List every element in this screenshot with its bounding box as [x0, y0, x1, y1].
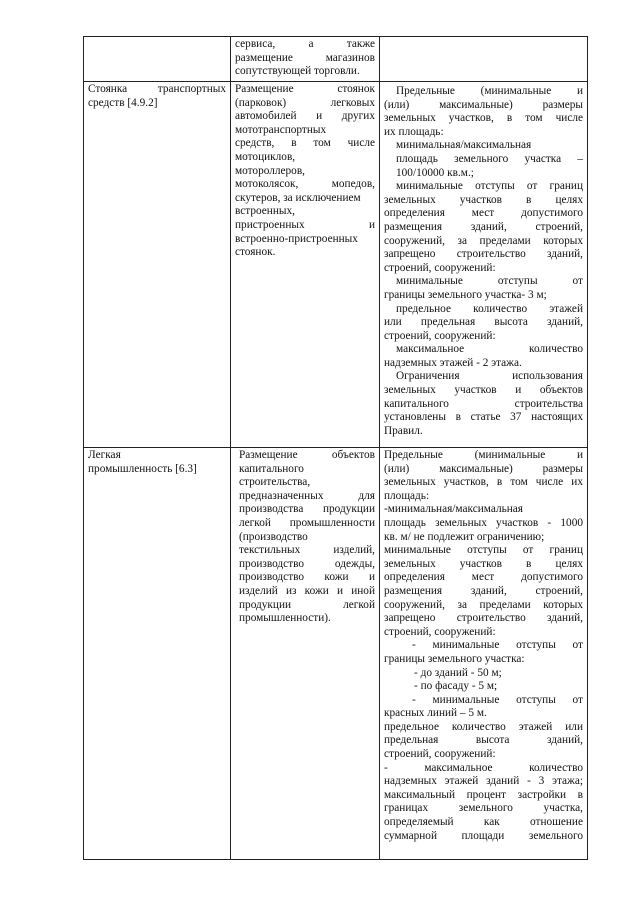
text-line: земельных участков и объектов — [384, 384, 583, 397]
text-line: предельная высота зданий, — [384, 734, 583, 747]
table-row — [84, 82, 588, 448]
text-line: земельных участков, в том числе — [384, 112, 583, 125]
text-line: площадь: — [384, 489, 430, 502]
text-line: (или) максимальные) размеры — [384, 98, 583, 111]
text-line: или предельная высота зданий, — [384, 316, 583, 329]
cell-empty-col1 — [84, 37, 231, 82]
text-line: суммарной площади земельного — [384, 829, 583, 842]
text-line: капитального — [239, 462, 304, 475]
text-line: Предельные (минимальные и — [384, 449, 583, 461]
text-line: Стоянка транспортных — [88, 83, 226, 95]
text-line: земельных участков в целях — [384, 193, 583, 206]
text-line: производство кожи и — [239, 571, 375, 584]
text-line: мототранспортных — [235, 123, 327, 136]
cell-parameters — [380, 82, 588, 448]
cell-use-name — [84, 448, 231, 860]
text-line: минимальные отступы от границ — [396, 180, 583, 193]
text-line: 100/10000 кв.м.; — [396, 166, 474, 179]
text-line: их площадь: — [384, 125, 444, 138]
text-line: максимальный процент застройки в — [384, 788, 583, 801]
text-line: сопутствующей торговли. — [235, 65, 360, 78]
text-line: Предельные (минимальные и — [396, 85, 583, 97]
text-line: запрещено строительство зданий, — [384, 248, 583, 261]
text-line: установлены в статье 37 настоящих — [384, 411, 583, 424]
table-row — [84, 37, 588, 82]
text-line: Размещение объектов — [239, 449, 375, 461]
text-line: предельное количество этажей — [396, 302, 583, 315]
text-line: надземных этажей - 2 этажа. — [384, 356, 522, 369]
text-line: площадь земельных участков - 1000 — [384, 516, 583, 529]
text-line: - до зданий - 50 м; — [414, 666, 502, 679]
text-line: строений, сооружений: — [384, 261, 496, 274]
text-line: размещения зданий, строений, — [384, 584, 583, 597]
zoning-table — [83, 36, 588, 860]
text-line: Правил. — [384, 424, 423, 437]
text-line: встроенно-пристроенных — [235, 232, 358, 245]
text-line: предельное количество этажей или — [384, 720, 583, 733]
text-line: мотороллеров, — [235, 164, 305, 177]
text-line: сооружений, за пределами которых — [384, 598, 583, 611]
text-line: сооружений, за пределами которых — [384, 234, 583, 247]
text-line: кв. м/ не подлежит ограничению; — [384, 530, 545, 543]
text-line: (производство — [239, 530, 308, 543]
text-line: капитального строительства — [384, 397, 583, 410]
table-row — [84, 448, 588, 860]
cell-description-cont — [231, 37, 380, 82]
cell-parameters — [380, 448, 588, 860]
text-line: границы земельного участка: — [384, 652, 525, 665]
text-line: мотоколясок, мопедов, — [235, 178, 375, 191]
text-line: границы земельного участка- 3 м; — [384, 288, 547, 301]
text-line: минимальные отступы от границ — [384, 544, 583, 557]
cell-description — [231, 82, 380, 448]
cell-description — [231, 448, 380, 860]
text-line: определения мест допустимого — [384, 571, 583, 584]
text-line: размещения зданий, строений, — [384, 220, 583, 233]
text-line: красных линий – 5 м. — [384, 707, 487, 720]
text-line: продукции легкой — [239, 598, 375, 611]
text-line: встроенных, — [235, 205, 295, 218]
text-line: (парковок) легковых — [235, 96, 375, 109]
text-line: скутеров, за исключением — [235, 191, 361, 204]
text-line: производства продукции — [239, 503, 375, 516]
text-line: Размещение стоянок — [235, 83, 375, 95]
text-line: (или) максимальные) размеры — [384, 462, 583, 475]
text-line: - минимальные отступы от — [412, 693, 583, 706]
text-line: строений, сооружений: — [384, 625, 496, 638]
text-line: - по фасаду - 5 м; — [414, 680, 498, 693]
text-line: максимальное количество — [396, 343, 583, 356]
text-line: средств [4.9.2] — [88, 96, 158, 109]
text-line: Легкая — [88, 449, 121, 461]
text-line: земельных участков, в том числе их — [384, 476, 583, 489]
text-line: строений, сооружений: — [384, 329, 496, 342]
text-line: размещение магазинов — [235, 51, 375, 64]
text-line: пристроенных и — [235, 218, 375, 231]
text-line: надземных этажей зданий - 3 этажа; — [384, 775, 583, 788]
text-line: минимальная/максимальная — [396, 139, 532, 152]
text-line: -минимальная/максимальная — [384, 503, 523, 516]
text-line: площадь земельного участка – — [396, 152, 583, 165]
text-line: определяемый как отношение — [384, 816, 583, 829]
text-line: автомобилей и других — [235, 110, 375, 123]
text-line: сервиса, а также — [235, 38, 375, 50]
text-line: изделий из кожи и иной — [239, 584, 375, 597]
text-line: земельных участков в целях — [384, 557, 583, 570]
text-line: легкой промышленности — [239, 516, 375, 529]
cell-use-name — [84, 82, 231, 448]
text-line: определения мест допустимого — [384, 207, 583, 220]
text-line: средств, в том числе — [235, 137, 375, 150]
text-line: минимальные отступы от — [396, 275, 583, 288]
text-line: предназначенных для — [239, 489, 375, 502]
text-line: - максимальное количество — [384, 761, 583, 774]
text-line: производство одежды, — [239, 557, 375, 570]
cell-empty-col3 — [380, 37, 588, 82]
text-line: строительства, — [239, 476, 311, 489]
text-line: промышленность [6.3] — [88, 462, 197, 475]
text-line: - минимальные отступы от — [412, 639, 583, 652]
text-line: строений, сооружений: — [384, 748, 496, 761]
text-line: мотоциклов, — [235, 150, 296, 163]
text-line: Ограничения использования — [396, 370, 583, 383]
text-line: текстильных изделий, — [239, 544, 375, 557]
text-line: запрещено строительство зданий, — [384, 612, 583, 625]
text-line: промышленности). — [239, 612, 331, 625]
text-line: стоянок. — [235, 246, 276, 259]
text-line: границах земельного участка, — [384, 802, 583, 815]
